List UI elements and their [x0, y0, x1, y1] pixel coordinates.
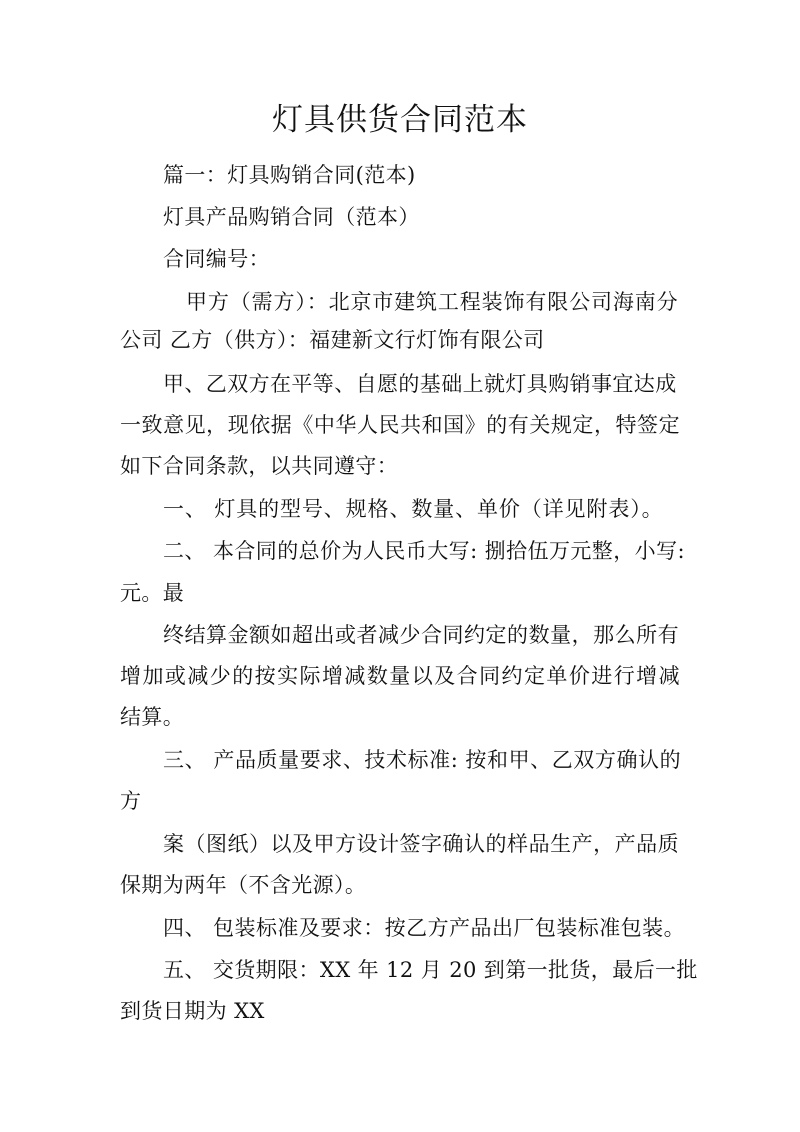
party-a-line: 甲方（需方）：北京市建筑工程装饰有限公司海南分 [186, 290, 678, 314]
clause-2: 二、 本合同的总价为人民币大写: 捌拾伍万元整，小写: [163, 539, 685, 563]
paragraph-line: 保期为两年（不含光源）。 [120, 873, 367, 897]
paragraph-line: 如下合同条款，以共同遵守： [120, 454, 399, 478]
paragraph-line: 甲、乙双方在平等、自愿的基础上就灯具购销事宜达成 [163, 372, 677, 396]
section-heading: 篇一：灯具购销合同(范本) [163, 163, 416, 187]
clause-5: 五、 交货期限：XX 年 12 月 20 到第一批货，最后一批 [163, 958, 698, 982]
paragraph-line: 增加或减少的按实际增减数量以及合同约定单价进行增减 [120, 664, 680, 688]
clause-3: 三、 产品质量要求、技术标准: 按和甲、乙双方确认的 [163, 748, 681, 772]
paragraph-line: 一致意见，现依据《中华人民共和国》的有关规定，特签定 [120, 413, 680, 437]
paragraph-line: 结算。 [120, 705, 185, 729]
paragraph-line: 到货日期为 XX [120, 999, 265, 1023]
paragraph-line: 元。最 [120, 581, 185, 605]
clause-1: 一、 灯具的型号、规格、数量、单价（详见附表）。 [163, 497, 663, 521]
paragraph-line: 方 [120, 789, 142, 813]
paragraph-line: 终结算金额如超出或者减少合同约定的数量，那么所有 [163, 623, 679, 647]
paragraph-line: 案（图纸）以及甲方设计签字确认的样品生产，产品质 [163, 832, 679, 856]
clause-4: 四、 包装标准及要求：按乙方产品出厂包装标准包装。 [163, 916, 685, 940]
contract-number-label: 合同编号： [163, 247, 270, 271]
contract-subtitle: 灯具产品购销合同（范本） [163, 205, 420, 229]
party-b-line: 公司 乙方（供方）：福建新文行灯饰有限公司 [120, 328, 545, 352]
document-title: 灯具供货合同范本 [272, 102, 528, 138]
